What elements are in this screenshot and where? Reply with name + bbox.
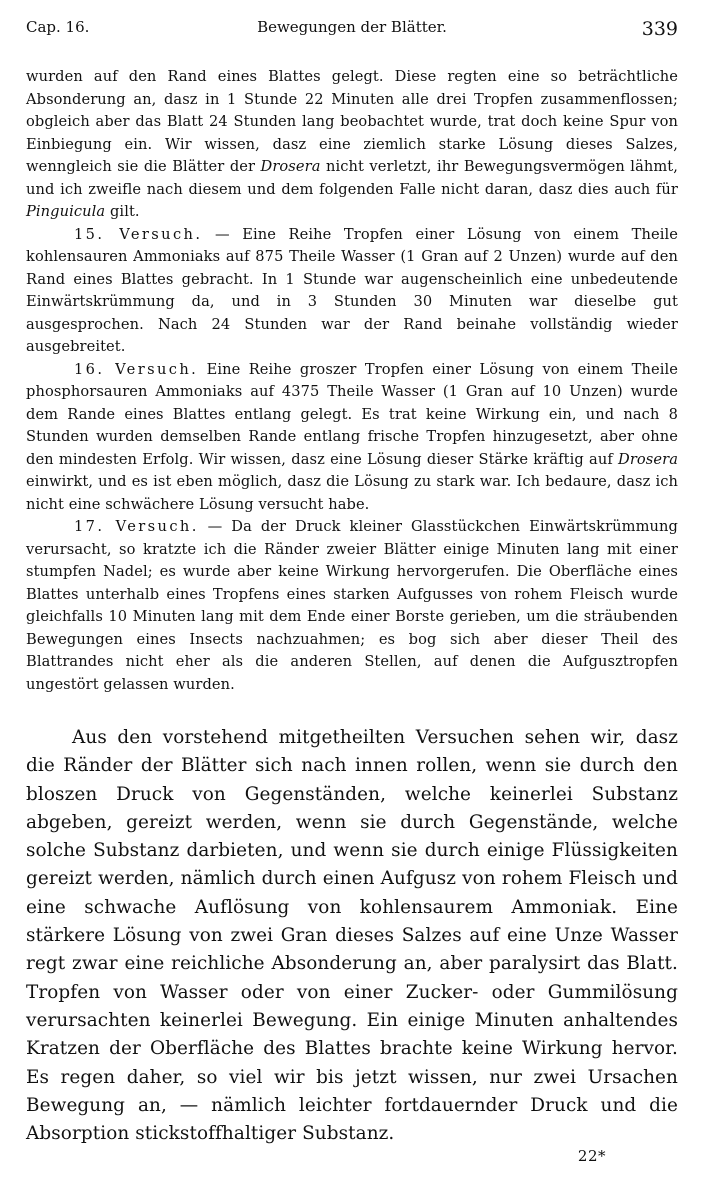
genus-name-pinguicula: Pinguicula (26, 203, 106, 220)
experiment-17 (26, 516, 678, 696)
text-run: nicht verletzt, ihr Bewegungsvermögen lähmt, und ich zweifle nach diesem und dem folgenden Falle nicht daran, dasz dies auch für (26, 158, 679, 198)
genus-name-drosera: Drosera (260, 158, 321, 175)
experiment-label: 17. Versuch. (74, 518, 199, 535)
running-head (26, 12, 678, 42)
text-run: wurden auf den Rand eines Blattes gelegt. Diese regten eine so beträchtliche Absonderung an, dasz in 1 Stunde 22 Minuten alle drei Tropfen zusammenflossen; obgleich aber das Blatt 24 Stunden lang beobachtet wurde, trat doch keine Spur von Einbiegung ein. Wir wissen, dasz eine ziemlich starke Lösung dieses Salzes, wenngleich sie die Blätter der (26, 68, 678, 175)
text-run: einwirkt, und es ist eben möglich, dasz die Lösung zu stark war. Ich bedaure, dasz ich nicht eine schwächere Lösung versucht habe. (26, 473, 678, 513)
signature-mark: 22* (577, 1147, 606, 1165)
experiment-label: 16. Versuch. (74, 360, 199, 378)
genus-name-drosera: Drosera (618, 450, 678, 468)
paragraph-continuation (26, 66, 678, 224)
experiment-16 (26, 359, 678, 517)
summary-section (26, 724, 678, 1148)
book-page (26, 12, 678, 1148)
running-title: Bewegungen der Blätter. (257, 18, 447, 36)
chapter-label: Cap. 16. (26, 18, 90, 36)
text-run: — Eine Reihe Tropfen einer Lösung von einem Theile kohlensauren Ammoniaks auf 875 Theile Wasser (1 Gran auf 2 Unzen) wurde auf den Rand eines Blattes gebracht. In 1 Stunde war augenscheinlich eine unbedeutende Einwärtskrümmung da, und in 3 Stunden 30 Minuten war dieselbe gut ausgesprochen. Nach 24 Stunden war der Rand beinahe vollständig wieder ausgebreitet. (26, 225, 678, 355)
text-run: Eine Reihe groszer Tropfen einer Lösung von einem Theile phosphorsauren Ammoniaks auf 4375 Theile Wasser (1 Gran auf 10 Unzen) wurde dem Rande eines Blattes entlang gelegt. Es trat keine Wirkung ein, und nach 8 Stunden wurden demselben Rande entlang frische Tropfen hinzugesetzt, aber ohne den mindesten Erfolg. Wir wissen, dasz eine Lösung dieser Stärke kräftig auf (26, 360, 679, 468)
text-run: gilt. (105, 203, 140, 220)
text-run: — Da der Druck kleiner Glasstückchen Einwärtskrümmung verursacht, so kratzte ich die Ränder zweier Blätter einige Minuten lang mit einer stumpfen Nadel; es wurde aber keine Wirkung hervorgerufen. Die Oberfläche eines Blattes unterhalb eines Tropfens eines starken Aufgusses von rohem Fleisch wurde gleichfalls 10 Minuten lang mit dem Ende einer Borste gerieben, um die sträubenden Bewegungen eines Insects nachzuahmen; es bog sich aber dieser Theil des Blattrandes nicht eher als die anderen Stellen, auf denen die Aufgusztropfen ungestört gelassen wurden. (26, 518, 678, 693)
experiment-label: 15. Versuch. (74, 225, 203, 243)
page-number: 339 (641, 18, 678, 40)
small-print-section (26, 66, 678, 696)
summary-paragraph: Aus den vorstehend mitgetheilten Versuchen sehen wir, dasz die Ränder der Blätter sich nach innen rollen, wenn sie durch den bloszen Druck von Gegenständen, welche keinerlei Substanz abgeben, gereizt werden, wenn sie durch Gegenstände, welche solche Substanz darbieten, und wenn sie durch einige Flüssigkeiten gereizt werden, nämlich durch einen Aufgusz von rohem Fleisch und eine schwache Auflösung von kohlensaurem Ammoniak. Eine stärkere Lösung von zwei Gran dieses Salzes auf eine Unze Wasser regt zwar eine reichliche Absonderung an, aber paralysirt das Blatt. Tropfen von Wasser oder von einer Zucker- oder Gummilösung verursachten keinerlei Bewegung. Ein einige Minuten anhaltendes Kratzen der Oberfläche des Blattes brachte keine Wirkung hervor. Es regen daher, so viel wir bis jetzt wissen, nur zwei Ursachen Bewegung an, — nämlich leichter fortdauernder Druck und die Absorption stickstoffhaltiger Substanz. (26, 727, 678, 1145)
experiment-15 (26, 224, 678, 359)
